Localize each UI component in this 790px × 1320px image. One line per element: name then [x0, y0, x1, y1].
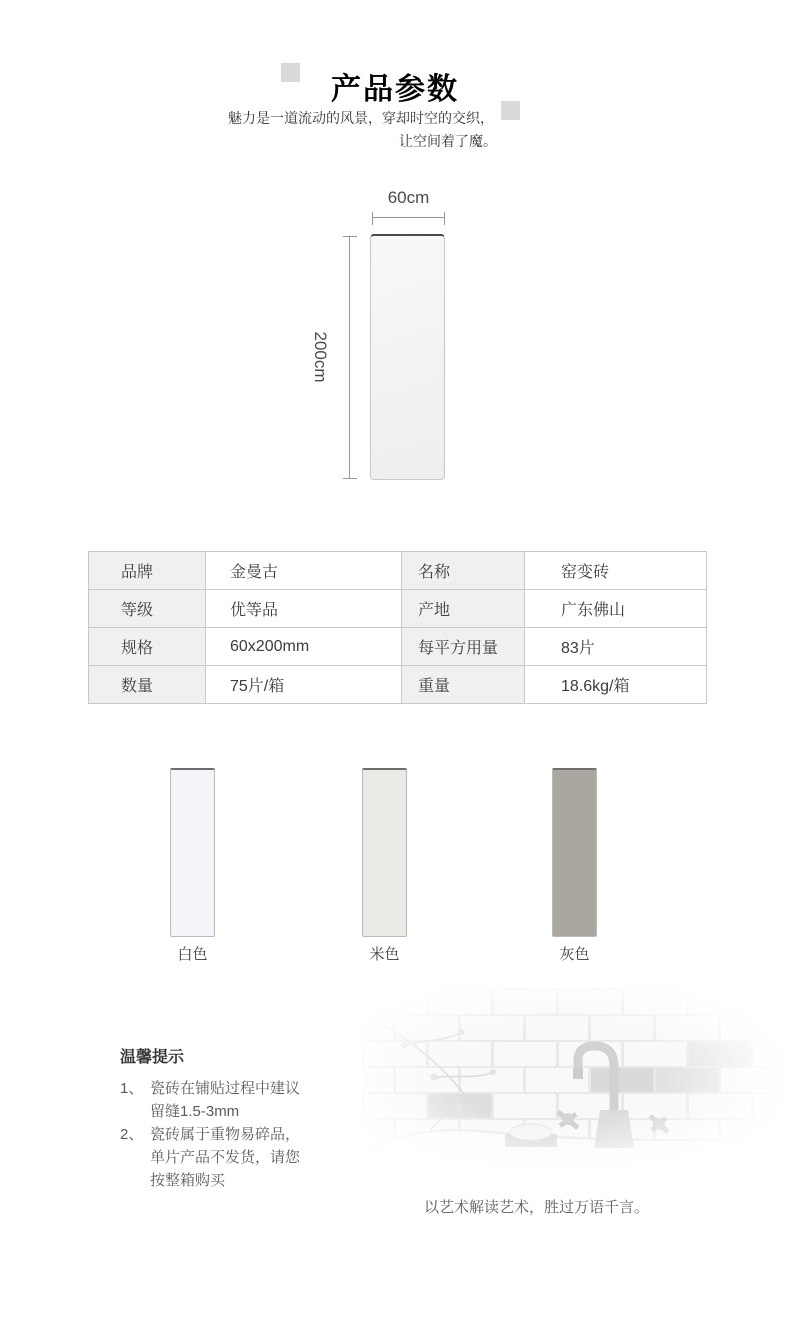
tip-item-1 [120, 1077, 320, 1123]
spec-label: 重量 [402, 666, 525, 704]
table-row [89, 666, 707, 704]
subtitle-line-2: 让空间着了魔。 [399, 133, 497, 149]
swatch-label-gray: 灰色 [559, 946, 590, 963]
table-row [89, 552, 707, 590]
tip-number: 2、 [120, 1126, 144, 1143]
spec-value: 优等品 [206, 590, 402, 628]
tile-height-label: 200cm [311, 331, 330, 383]
table-row [89, 590, 707, 628]
tile-product-image [370, 234, 445, 480]
height-measure-line [349, 236, 350, 479]
color-swatch-gray [552, 768, 597, 937]
swatch-label-white: 白色 [177, 946, 208, 963]
spec-label: 等级 [89, 590, 206, 628]
spec-value: 18.6kg/箱 [525, 666, 707, 704]
page-title: 产品参数 [331, 73, 459, 106]
subtitle-line-1: 魅力是一道流动的风景，穿却时空的交织， [228, 110, 494, 126]
spec-value: 75片/箱 [206, 666, 402, 704]
spec-label: 每平方用量 [402, 628, 525, 666]
swatch-label-beige: 米色 [369, 946, 400, 963]
tip-text: 瓷砖属于重物易碎品，单片产品不发货，请您按整箱购买 [150, 1126, 301, 1189]
footer-caption: 以艺术解读艺术，胜过万语千言。 [424, 1199, 650, 1216]
spec-value: 广东佛山 [525, 590, 707, 628]
spec-label: 名称 [402, 552, 525, 590]
tips-heading: 温馨提示 [120, 1049, 185, 1066]
color-swatch-white [170, 768, 215, 937]
spec-value: 83片 [525, 628, 707, 666]
tip-text: 瓷砖在铺贴过程中建议留缝1.5-3mm [150, 1080, 301, 1120]
spec-table [88, 551, 707, 704]
tips-list [120, 1077, 320, 1192]
spec-value: 金曼古 [206, 552, 402, 590]
color-swatch-beige [362, 768, 407, 937]
spec-label: 规格 [89, 628, 206, 666]
photo-fade-overlay [362, 988, 782, 1188]
decor-square-bottom [501, 101, 520, 120]
kitchen-photo [362, 988, 782, 1188]
tip-number: 1、 [120, 1080, 144, 1097]
tip-item-2 [120, 1123, 320, 1192]
width-measure-line [372, 217, 445, 218]
spec-label: 数量 [89, 666, 206, 704]
spec-value: 60x200mm [206, 628, 402, 666]
table-row [89, 628, 707, 666]
spec-value: 窑变砖 [525, 552, 707, 590]
spec-label: 品牌 [89, 552, 206, 590]
tile-width-label: 60cm [387, 188, 430, 207]
spec-label: 产地 [402, 590, 525, 628]
